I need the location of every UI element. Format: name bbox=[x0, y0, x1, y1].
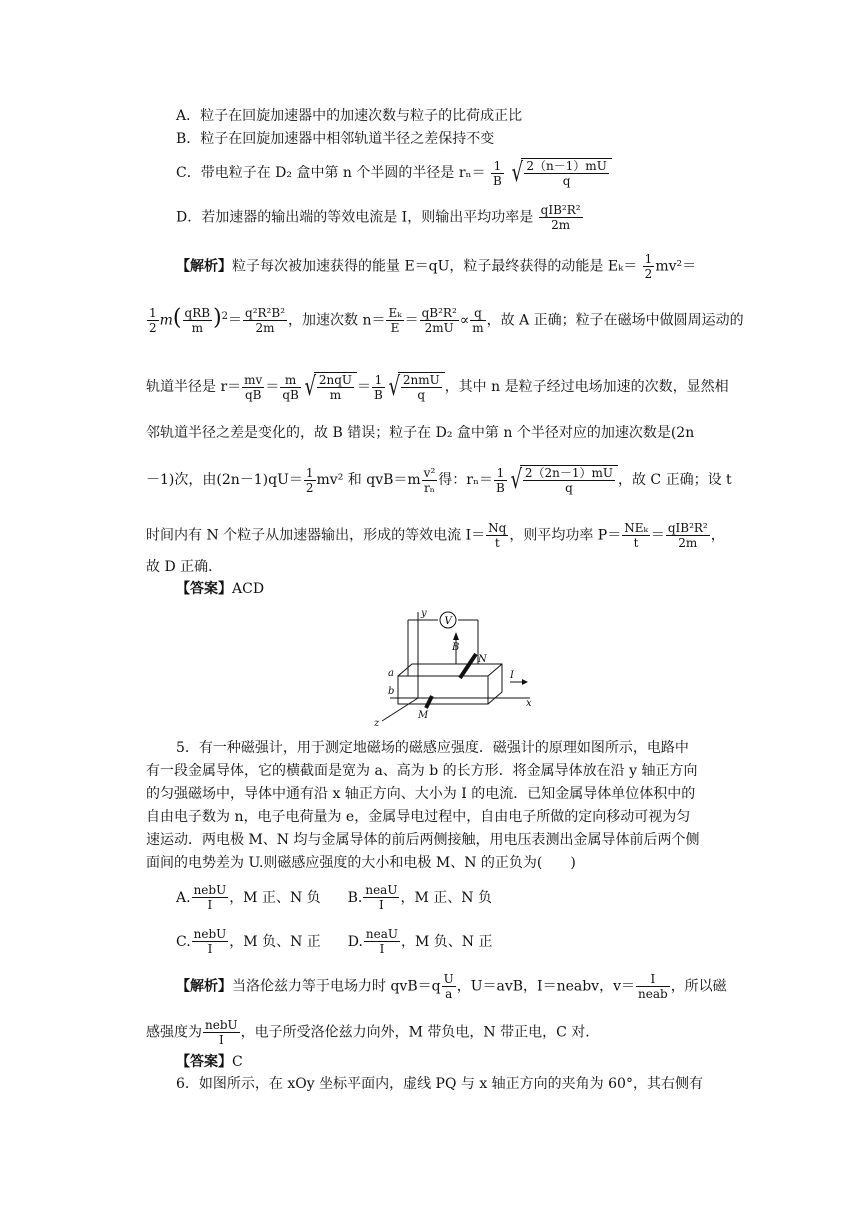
q5-stem-line-4: 自由电子数为 n，电子电荷量为 e，金属导电过程中，自由电子所做的定向移动可视为匀 bbox=[146, 809, 691, 825]
q4-analysis-line-3: 轨道半径是 r＝ $\frac{mv}{qB}$ ＝ $\frac{m}{qB}$ √ $\frac{\text{2nqU}}{m}$ ＝ $\frac{1}{B}$ √ $\frac{\text{2nmU}}{q}$ ，其中 n 是粒子经过电场加速的次数，显然相 bbox=[146, 372, 729, 402]
q4-option-c: C．带电粒子在 D₂ 盒中第 n 个半圆的半径是 rₙ＝ $\frac{1}{B}$ √ $\frac{2(n-1)mU}{q}$ bbox=[176, 158, 612, 188]
q6-stem-line-1: 6．如图所示，在 xOy 坐标平面内，虚线 PQ 与 x 轴正方向的夹角为 60°，其右侧有 bbox=[176, 1076, 703, 1092]
q5-options-row-1 bbox=[176, 883, 492, 912]
q5-option-d: D. $\frac{\text{neaU}}{I}$ ，M 负、N 正 bbox=[347, 927, 493, 956]
q5-stem-line-2: 有一段金属导体，它的横截面是宽为 a、高为 b 的长方形．将金属导体放在沿 y 轴正方向 bbox=[146, 763, 698, 779]
z-axis bbox=[382, 698, 418, 721]
q5-stem-line-5: 速运动．两电极 M、N 均与金属导体的前后两侧接触，用电压表测出金属导体前后两个侧 bbox=[146, 832, 700, 848]
q4-option-d: D．若加速器的输出端的等效电流是 I，则输出平均功率是 $\frac{\text{qIB²R²}}{2m}$ bbox=[176, 203, 581, 232]
q5-answer: 【答案】C bbox=[176, 1054, 243, 1070]
svg-text:B: B bbox=[452, 642, 460, 653]
svg-text:V: V bbox=[444, 616, 452, 627]
q5-options-row-2 bbox=[176, 927, 493, 956]
square-root: √ $\frac{2(n-1)mU}{q}$ bbox=[509, 158, 612, 188]
fraction: $\frac{\text{qIB²R²}}{2m}$ bbox=[540, 203, 581, 232]
svg-text:y: y bbox=[421, 608, 427, 619]
svg-text:x: x bbox=[526, 698, 532, 709]
fraction: $\frac{1}{B}$ bbox=[493, 158, 502, 188]
q5-option-b: B. $\frac{\text{neaU}}{I}$ ，M 正、N 负 bbox=[347, 883, 492, 912]
q4-option-a: A．粒子在回旋加速器中的加速次数与粒子的比荷成正比 bbox=[176, 108, 523, 124]
svg-text:M: M bbox=[418, 710, 429, 721]
q5-option-c: C. $\frac{\text{nebU}}{I}$ ，M 负、N 正 bbox=[176, 927, 321, 956]
magnetometer-figure bbox=[360, 606, 560, 731]
q5-stem-line-1: 5．有一种磁强计，用于测定地磁场的磁感应强度．磁强计的原理如图所示，电路中 bbox=[176, 740, 689, 756]
electrode-n bbox=[460, 654, 476, 678]
conductor-front bbox=[398, 676, 488, 704]
q4-analysis-line-4: 邻轨道半径之差是变化的，故 B 错误；粒子在 D₂ 盒中第 n 个半径对应的加速次数是(2n bbox=[146, 425, 695, 441]
q5-analysis-line-2: 感强度为 $\frac{\text{nebU}}{I}$ ，电子所受洛伦兹力向外，M 带负电，N 带正电，C 对． bbox=[146, 1018, 600, 1047]
svg-text:a: a bbox=[388, 668, 394, 679]
q4-analysis-line-5: －1)次，由(2n－1)qU＝ $\frac{1}{2}$ mv² 和 qvB＝m $\frac{\text{v²}}{\text{rₙ}}$ 得：rₙ＝ $\frac{1}{B}$ √ $\frac{2(2n-1)mU}{q}$ ，故 C 正确；设 t bbox=[146, 465, 732, 495]
q4-analysis-line-7: 故 D 正确． bbox=[146, 559, 223, 575]
svg-text:z: z bbox=[374, 718, 380, 729]
q5-analysis-line-1: 【解析】当洛伦兹力等于电场力时 qvB＝q $\frac{U}{a}$ ，U＝avB，I＝neabv，v＝ $\frac{I}{\text{neab}}$ ，所以磁 bbox=[176, 972, 727, 1001]
q5-stem-line-3: 的匀强磁场中，导体中通有沿 x 轴正方向、大小为 I 的电流．已知金属导体单位体积中的 bbox=[146, 786, 696, 802]
q5-option-a: A. $\frac{\text{nebU}}{I}$ ，M 正、N 负 bbox=[176, 883, 321, 912]
q5-stem-line-6: 面间的电势差为 U.则磁感应强度的大小和电极 M、N 的正负为( ) bbox=[146, 855, 576, 871]
q4-analysis-line-2: $\frac{1}{2}$ m( $\frac{\text{qRB}}{m}$ )$^2$＝ $\frac{\text{q²R²B²}}{2m}$ ，加速次数 n＝ $\frac{\text{Eₖ}}{E}$ ＝ $\frac{\text{qB²R²}}{2mU}$ ∝ $\frac{q}{m}$ ，故 A 正确；粒子在磁场中做圆周运动的 bbox=[149, 305, 744, 335]
q4-answer: 【答案】ACD bbox=[176, 581, 265, 597]
q4-option-b: B．粒子在回旋加速器中相邻轨道半径之差保持不变 bbox=[176, 131, 495, 147]
q4-analysis-line-1: 【解析】粒子每次被加速获得的能量 E＝qU，粒子最终获得的动能是 Eₖ＝ $\frac{1}{2}$ mv²＝ bbox=[176, 252, 697, 281]
svg-text:b: b bbox=[388, 686, 395, 697]
svg-text:I: I bbox=[510, 670, 514, 681]
svg-text:N: N bbox=[478, 654, 487, 665]
q4-analysis-line-6: 时间内有 N 个粒子从加速器输出，形成的等效电流 I＝ $\frac{Nq}{t}$ ，则平均功率 P＝ $\frac{\text{NEₖ}}{t}$ ＝ $\frac{\text{qIB²R²}}{2m}$ ， bbox=[146, 521, 725, 550]
